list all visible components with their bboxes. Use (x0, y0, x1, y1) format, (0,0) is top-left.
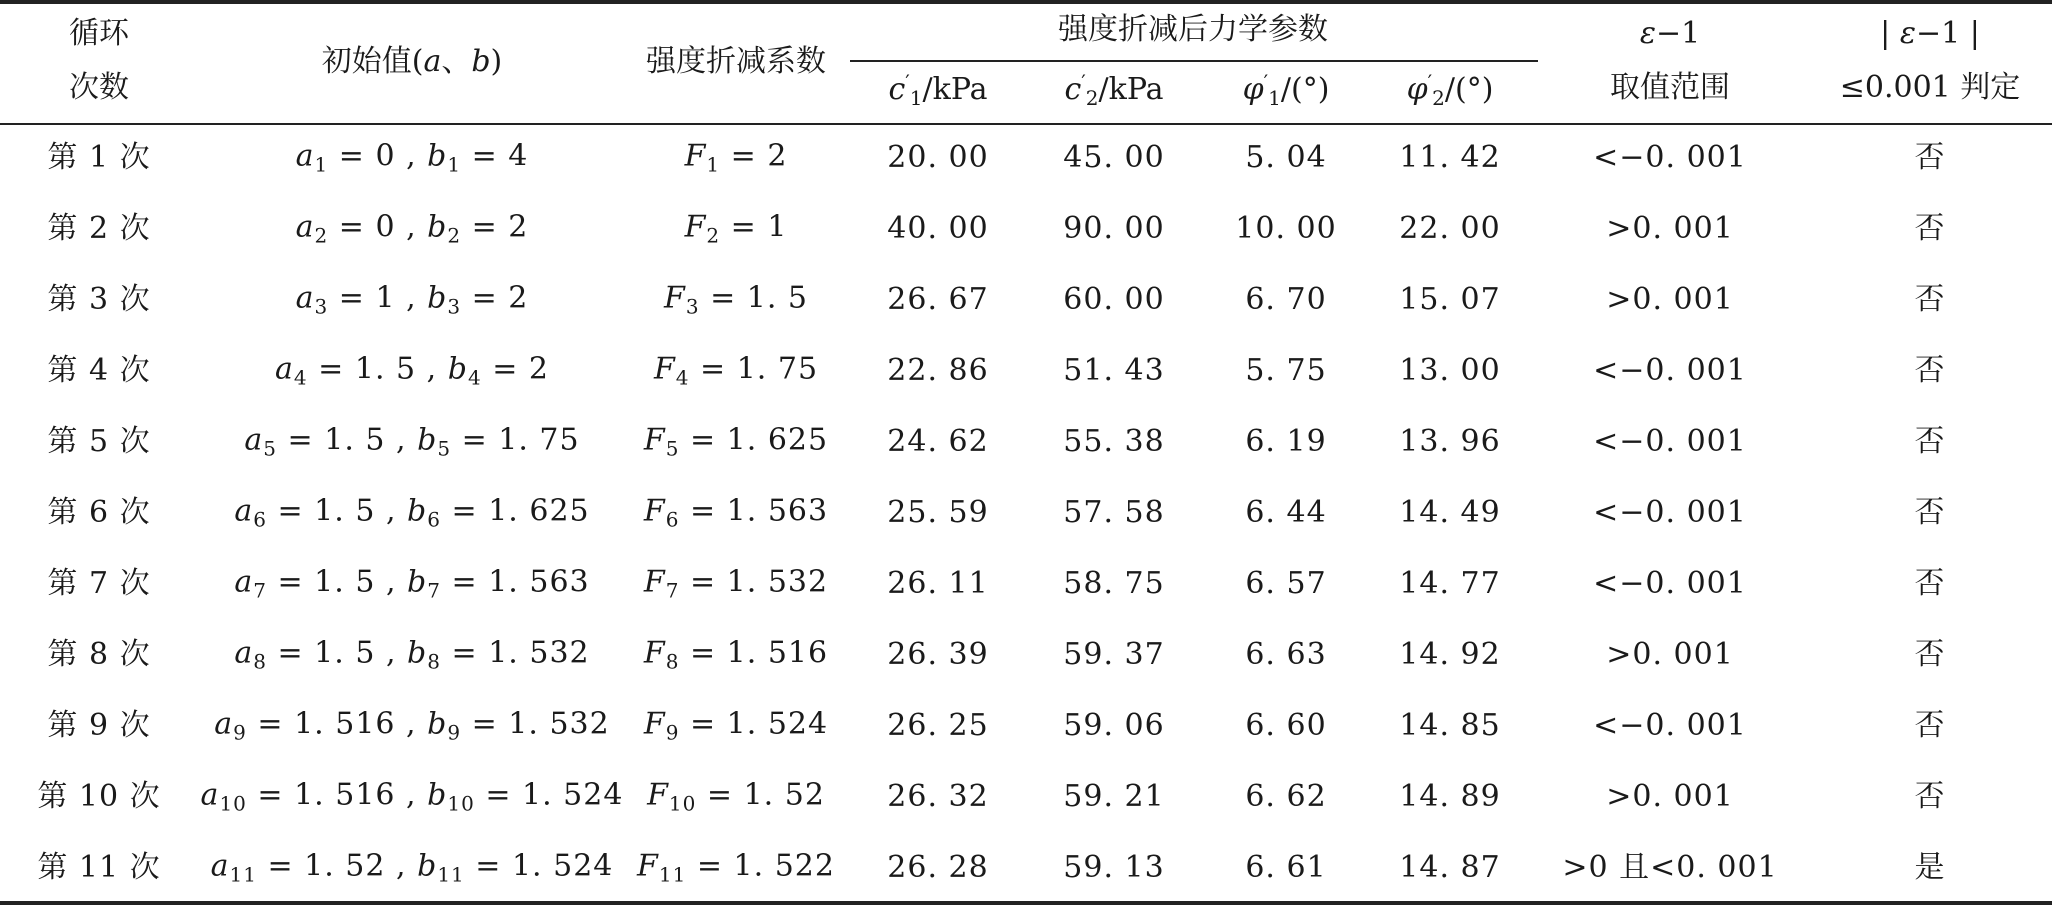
val-a: = 1. 516 , (246, 777, 428, 813)
val-b: = 2 (461, 280, 529, 316)
cell-factor (684, 209, 788, 248)
cell-phi1: 6. 62 (1245, 779, 1327, 814)
cell-initial (295, 280, 529, 319)
cell-phi2: 14. 49 (1399, 495, 1501, 530)
header-phi1: $\varphi'_1/(^\circ)$ (1242, 70, 1330, 110)
cell-phi1: 6. 61 (1245, 850, 1327, 885)
sub-a: 5 (263, 436, 278, 461)
cell-phi1: 6. 60 (1245, 708, 1327, 743)
val-a: = 1. 52 , (256, 848, 418, 884)
val-F: = 1. 516 (679, 635, 829, 671)
cell-cycle: 第 5 次 (47, 424, 151, 459)
cell-c2: 57. 58 (1063, 495, 1165, 530)
var-a: a (295, 138, 315, 174)
var-b: b (427, 706, 448, 742)
sub-a: 11 (229, 862, 257, 887)
val-b: = 1. 75 (451, 422, 580, 458)
val-b: = 1. 532 (441, 635, 590, 671)
sub-a: 8 (253, 649, 267, 674)
cell-factor (647, 777, 825, 816)
var-F: F (643, 493, 666, 529)
var-a: a (295, 280, 315, 316)
cell-judge: 否 (1914, 211, 1946, 246)
cell-range: >0. 001 (1606, 211, 1734, 246)
table-header-rule (0, 123, 2052, 125)
cell-cycle: 第 1 次 (47, 140, 151, 175)
cell-c2: 59. 06 (1063, 708, 1165, 743)
val-F: = 1. 5 (699, 280, 809, 316)
val-b: = 2 (481, 351, 549, 387)
cell-c1: 26. 25 (887, 708, 989, 743)
var-F: F (663, 280, 686, 316)
cell-cycle: 第 4 次 (47, 353, 151, 388)
var-a: a (210, 848, 230, 884)
sub-F: 8 (665, 649, 680, 674)
var-a: a (244, 422, 264, 458)
sub-F: 2 (706, 223, 721, 248)
sub-F: 3 (685, 294, 700, 319)
val-F: = 2 (720, 138, 788, 174)
var-a: a (234, 635, 254, 671)
var-b: b (417, 848, 438, 884)
val-a: = 1. 5 , (307, 351, 448, 387)
cell-factor (643, 422, 829, 461)
cell-factor (643, 706, 829, 745)
cell-cycle: 第 6 次 (47, 495, 151, 530)
sub-b: 6 (427, 507, 442, 532)
cell-factor (643, 635, 829, 674)
val-b: = 1. 524 (464, 848, 614, 884)
cell-factor (637, 848, 835, 887)
group-header-underline (850, 60, 1538, 62)
cell-judge: 否 (1914, 779, 1946, 814)
cell-range: >0. 001 (1606, 637, 1734, 672)
val-F: = 1. 625 (679, 422, 829, 458)
cell-cycle: 第 9 次 (47, 708, 151, 743)
val-a: = 0 , (328, 209, 428, 245)
var-a: a (214, 706, 234, 742)
val-F: = 1. 532 (679, 564, 829, 600)
cell-c2: 55. 38 (1063, 424, 1165, 459)
var-a: a (275, 351, 294, 387)
cell-phi1: 6. 44 (1245, 495, 1327, 530)
sub-F: 7 (665, 578, 680, 603)
cell-c1: 24. 62 (887, 424, 989, 459)
val-b: = 2 (461, 209, 529, 245)
header-initial-values: 初始值(a、b) (321, 44, 503, 79)
sub-F: 10 (668, 791, 697, 816)
cell-initial (234, 493, 590, 532)
header-eps-line1: ε−1 (1639, 16, 1701, 51)
val-a: = 1. 5 , (266, 564, 408, 600)
cell-phi1: 6. 70 (1245, 282, 1327, 317)
cell-judge: 否 (1914, 353, 1946, 388)
var-F: F (684, 138, 707, 174)
cell-c1: 26. 28 (887, 850, 989, 885)
header-judge-line2: ≤0.001 判定 (1839, 70, 2021, 105)
sub-F: 11 (658, 862, 687, 887)
cell-phi2: 15. 07 (1399, 282, 1501, 317)
cell-range: <−0. 001 (1593, 140, 1747, 175)
cell-c1: 26. 32 (887, 779, 989, 814)
sub-F: 6 (665, 507, 680, 532)
val-a: = 1. 5 , (266, 493, 408, 529)
sub-a: 2 (314, 223, 329, 248)
val-b: = 1. 524 (474, 777, 624, 813)
cell-c2: 90. 00 (1063, 211, 1165, 246)
cell-range: <−0. 001 (1593, 566, 1747, 601)
var-b: b (427, 138, 448, 174)
val-F: = 1. 524 (679, 706, 829, 742)
cell-phi1: 10. 00 (1235, 211, 1337, 246)
sub-a: 7 (253, 578, 267, 603)
cell-c2: 45. 00 (1063, 140, 1165, 175)
cell-initial (200, 777, 624, 816)
var-a: a (234, 493, 254, 529)
cell-factor (663, 280, 809, 319)
var-F: F (643, 706, 666, 742)
cell-factor (684, 138, 788, 177)
var-F: F (684, 209, 707, 245)
val-b: = 1. 625 (441, 493, 590, 529)
val-F: = 1. 52 (696, 777, 825, 813)
header-reduction-factor: 强度折减系数 (646, 44, 826, 79)
header-cycle-line2: 次数 (69, 70, 129, 105)
header-cycle-line1: 循环 (69, 16, 129, 51)
cell-c1: 25. 59 (887, 495, 989, 530)
cell-phi1: 5. 04 (1245, 140, 1327, 175)
var-a: a (234, 564, 254, 600)
var-a: a (295, 209, 315, 245)
sub-a: 9 (233, 720, 247, 745)
cell-c2: 59. 13 (1063, 850, 1165, 885)
val-a: = 1. 516 , (246, 706, 428, 742)
var-a: a (200, 777, 220, 813)
cell-initial (234, 564, 590, 603)
cell-phi2: 13. 00 (1399, 353, 1501, 388)
cell-factor (643, 564, 829, 603)
sub-a: 1 (314, 152, 329, 177)
header-eps-line2: 取值范围 (1610, 70, 1730, 105)
cell-phi2: 14. 87 (1399, 850, 1501, 885)
var-b: b (427, 209, 448, 245)
cell-c1: 26. 67 (887, 282, 989, 317)
val-a: = 1. 5 , (266, 635, 408, 671)
sub-a: 6 (253, 507, 267, 532)
sub-b: 8 (427, 649, 442, 674)
var-F: F (637, 848, 659, 884)
var-b: b (447, 351, 468, 387)
sub-b: 4 (467, 365, 482, 390)
header-c1: $c'_1$/kPa (888, 70, 988, 110)
var-b: b (407, 493, 428, 529)
sub-b: 3 (447, 294, 462, 319)
cell-range: <−0. 001 (1593, 495, 1747, 530)
cell-phi2: 14. 77 (1399, 566, 1501, 601)
sub-b: 5 (437, 436, 452, 461)
cell-judge: 否 (1914, 708, 1946, 743)
header-judge-line1: | ε−1 | (1880, 16, 1980, 51)
sub-F: 4 (675, 365, 690, 390)
cell-c1: 40. 00 (887, 211, 989, 246)
cell-judge: 否 (1914, 637, 1946, 672)
val-b: = 4 (461, 138, 529, 174)
var-F: F (643, 564, 666, 600)
var-b: b (427, 777, 448, 813)
var-F: F (653, 351, 676, 387)
sub-b: 10 (447, 791, 475, 816)
cell-c1: 22. 86 (887, 353, 989, 388)
cell-cycle: 第 7 次 (47, 566, 151, 601)
cell-judge: 否 (1914, 495, 1946, 530)
val-F: = 1. 563 (679, 493, 829, 529)
sub-F: 5 (665, 436, 680, 461)
sub-b: 7 (427, 578, 442, 603)
sub-a: 10 (219, 791, 247, 816)
cell-cycle: 第 2 次 (47, 211, 151, 246)
val-F: = 1. 75 (689, 351, 819, 387)
var-F: F (643, 635, 666, 671)
cell-phi2: 11. 42 (1399, 140, 1501, 175)
cell-judge: 否 (1914, 282, 1946, 317)
cell-cycle: 第 11 次 (37, 850, 161, 885)
cell-range: >0 且<0. 001 (1562, 850, 1778, 885)
cell-phi2: 14. 85 (1399, 708, 1501, 743)
sub-b: 11 (437, 862, 465, 887)
cell-factor (653, 351, 819, 390)
cell-range: <−0. 001 (1593, 708, 1747, 743)
cell-initial (210, 848, 614, 887)
header-c2: $c'_2$/kPa (1064, 70, 1164, 110)
cell-phi2: 14. 89 (1399, 779, 1501, 814)
val-a: = 1. 5 , (277, 422, 418, 458)
header-param-group: 强度折减后力学参数 (1058, 12, 1328, 47)
cell-c2: 59. 21 (1063, 779, 1165, 814)
cell-phi1: 6. 57 (1245, 566, 1327, 601)
cell-range: <−0. 001 (1593, 424, 1747, 459)
cell-cycle: 第 8 次 (47, 637, 151, 672)
cell-judge: 否 (1914, 424, 1946, 459)
cell-range: >0. 001 (1606, 779, 1734, 814)
cell-initial (275, 351, 549, 390)
var-F: F (647, 777, 669, 813)
cell-initial (295, 138, 529, 177)
table-top-rule (0, 0, 2052, 4)
cell-initial (214, 706, 610, 745)
var-b: b (407, 635, 428, 671)
var-F: F (643, 422, 666, 458)
sub-F: 9 (665, 720, 680, 745)
sub-b: 9 (447, 720, 462, 745)
cell-phi2: 14. 92 (1399, 637, 1501, 672)
cell-initial (244, 422, 580, 461)
cell-c2: 60. 00 (1063, 282, 1165, 317)
cell-c1: 26. 11 (887, 566, 989, 601)
cell-phi1: 5. 75 (1245, 353, 1327, 388)
val-b: = 1. 563 (441, 564, 590, 600)
var-b: b (407, 564, 428, 600)
cell-phi1: 6. 19 (1245, 424, 1327, 459)
val-a: = 0 , (328, 138, 428, 174)
header-phi2: $\varphi'_2/(^\circ)$ (1406, 70, 1494, 110)
cell-c2: 58. 75 (1063, 566, 1165, 601)
cell-phi2: 22. 00 (1399, 211, 1501, 246)
val-F: = 1 (720, 209, 788, 245)
sub-b: 1 (447, 152, 462, 177)
cell-judge: 否 (1914, 140, 1946, 175)
val-F: = 1. 522 (686, 848, 835, 884)
cell-range: <−0. 001 (1593, 353, 1747, 388)
cell-initial (234, 635, 590, 674)
cell-c2: 59. 37 (1063, 637, 1165, 672)
sub-b: 2 (447, 223, 462, 248)
table-bottom-rule (0, 901, 2052, 905)
cell-factor (643, 493, 829, 532)
cell-judge: 是 (1914, 850, 1946, 885)
cell-c1: 26. 39 (887, 637, 989, 672)
cell-phi2: 13. 96 (1399, 424, 1501, 459)
cell-cycle: 第 3 次 (47, 282, 151, 317)
cell-range: >0. 001 (1606, 282, 1734, 317)
cell-initial (295, 209, 529, 248)
val-b: = 1. 532 (461, 706, 610, 742)
cell-phi1: 6. 63 (1245, 637, 1327, 672)
sub-F: 1 (706, 152, 721, 177)
cell-c2: 51. 43 (1063, 353, 1165, 388)
cell-cycle: 第 10 次 (37, 779, 161, 814)
sub-a: 4 (293, 365, 308, 390)
cell-judge: 否 (1914, 566, 1946, 601)
cell-c1: 20. 00 (887, 140, 989, 175)
var-b: b (427, 280, 448, 316)
val-a: = 1 , (328, 280, 428, 316)
var-b: b (417, 422, 438, 458)
sub-a: 3 (314, 294, 329, 319)
